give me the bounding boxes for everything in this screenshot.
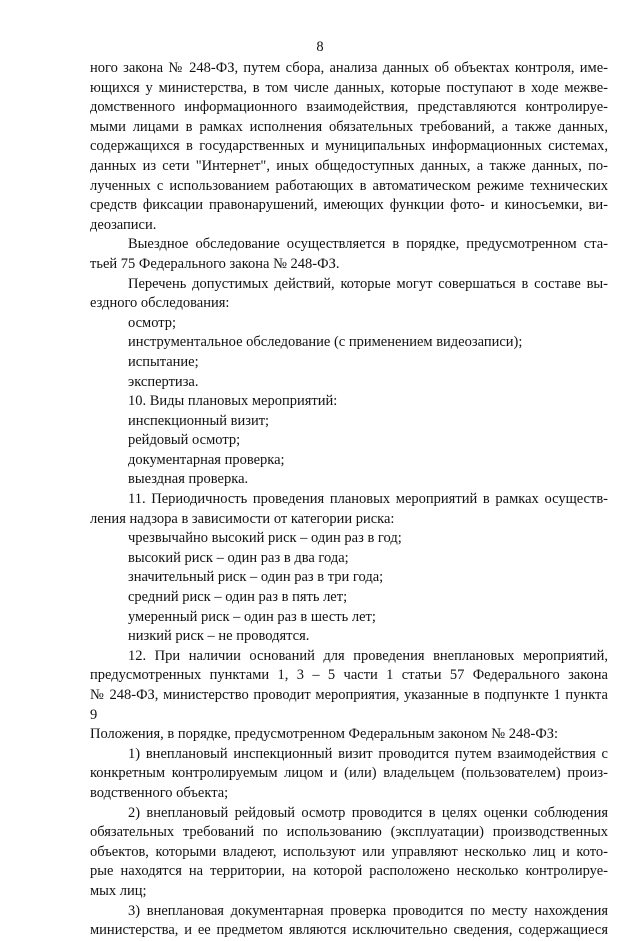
risk-frequency-list (90, 529, 608, 647)
list-item: инспекционный визит; (128, 412, 270, 429)
text-line: предусмотренных пунктами 1, 3 – 5 части 1 статьи 57 Федерального закона (90, 667, 608, 684)
text-line: средств фиксации правонарушений, имеющих функции фото- и киносъемки, ви- (90, 197, 608, 214)
text-line: ездного обследования: (90, 295, 230, 312)
list-item: средний риск – один раз в пять лет; (128, 589, 348, 606)
list-item: значительный риск – один раз в три года; (128, 569, 384, 586)
list-item: осмотр; (128, 314, 177, 331)
text-line: № 248-ФЗ, министерство проводит мероприятия, указанные в подпункте 1 пункта 9 (90, 687, 608, 723)
text-line: содержащихся в государственных и муниципальных информационных системах, (90, 138, 608, 155)
text-line: ного закона № 248-ФЗ, путем сбора, анализа данных об объектах контроля, име- (90, 60, 608, 76)
allowed-actions-list (90, 314, 608, 392)
text-line: 12. При наличии оснований для проведения внеплановых мероприятий, (128, 647, 608, 664)
text-line: Перечень допустимых действий, которые могут совершаться в составе вы- (128, 275, 608, 292)
text-line: рые находятся на территории, на которой расположено несколько контролируе- (90, 863, 608, 880)
list-item: испытание; (128, 353, 199, 370)
list-item: низкий риск – не проводятся. (128, 628, 310, 645)
paragraph-allowed-actions (90, 275, 608, 314)
list-item: инструментальное обследование (с применением видеозаписи); (128, 334, 523, 351)
text-line: домственного информационного взаимодействия, представляются контролируе- (90, 99, 608, 116)
text-line: Выездное обследование осуществляется в порядке, предусмотренном ста- (128, 236, 608, 253)
text-line: ления надзора в зависимости от категории риска: (90, 510, 395, 527)
text-line: Положения, в порядке, предусмотренном Федеральным законом № 248-ФЗ: (90, 726, 559, 743)
text-line: объектов, которыми владеют, используют или управляют несколько лиц и кото- (90, 843, 608, 860)
text-line: мыми лицами в рамках исполнения обязательных требований, а также данных, (90, 118, 608, 135)
list-item: экспертиза. (128, 373, 199, 390)
list-item: рейдовый осмотр; (128, 432, 241, 449)
text-line: ющихся у министерства, в том числе данных, которые поступают в ходе межве- (90, 79, 608, 96)
text-line: 2) внеплановый рейдовый осмотр проводится в целях оценки соблюдения (128, 804, 608, 821)
section-10-heading: 10. Виды плановых мероприятий: (128, 393, 338, 410)
text-line: 3) внеплановая документарная проверка проводится по месту нахождения (128, 902, 608, 919)
list-item: умеренный риск – один раз в шесть лет; (128, 608, 376, 625)
paragraph-exit-survey (90, 235, 608, 274)
section-11-paragraph (90, 490, 608, 529)
planned-activities-list (90, 412, 608, 490)
document-body (90, 59, 608, 941)
text-line: водственного объекта; (90, 784, 229, 801)
list-item: документарная проверка; (128, 451, 285, 468)
item-1-paragraph (90, 745, 608, 804)
text-line: лученных с использованием работающих в автоматическом режиме технических (90, 177, 608, 194)
text-line: конкретным контролируемым лицом и (или) владельцем (пользователем) произ- (90, 765, 608, 782)
text-line: министерства, и ее предметом являются исключительно сведения, содержащиеся (90, 922, 608, 939)
paragraph-data-collection (90, 59, 608, 235)
item-3-paragraph (90, 902, 608, 941)
item-2-paragraph (90, 804, 608, 902)
text-line: данных из сети "Интернет", иных общедоступных данных, а также данных, по- (90, 157, 608, 174)
list-item: чрезвычайно высокий риск – один раз в год; (128, 530, 402, 547)
text-line: деозаписи. (90, 216, 157, 233)
section-12-paragraph (90, 647, 608, 745)
page-number: 8 (316, 39, 324, 55)
list-item: высокий риск – один раз в два года; (128, 549, 349, 566)
text-line: 1) внеплановый инспекционный визит проводится путем взаимодействия с (128, 745, 608, 762)
list-item: выездная проверка. (128, 471, 249, 488)
text-line: 11. Периодичность проведения плановых мероприятий в рамках осуществ- (128, 491, 608, 508)
text-line: обязательных требований по использованию (эксплуатации) производственных (90, 824, 608, 841)
text-line: тьей 75 Федерального закона № 248-ФЗ. (90, 255, 340, 272)
text-line: мых лиц; (90, 882, 147, 899)
